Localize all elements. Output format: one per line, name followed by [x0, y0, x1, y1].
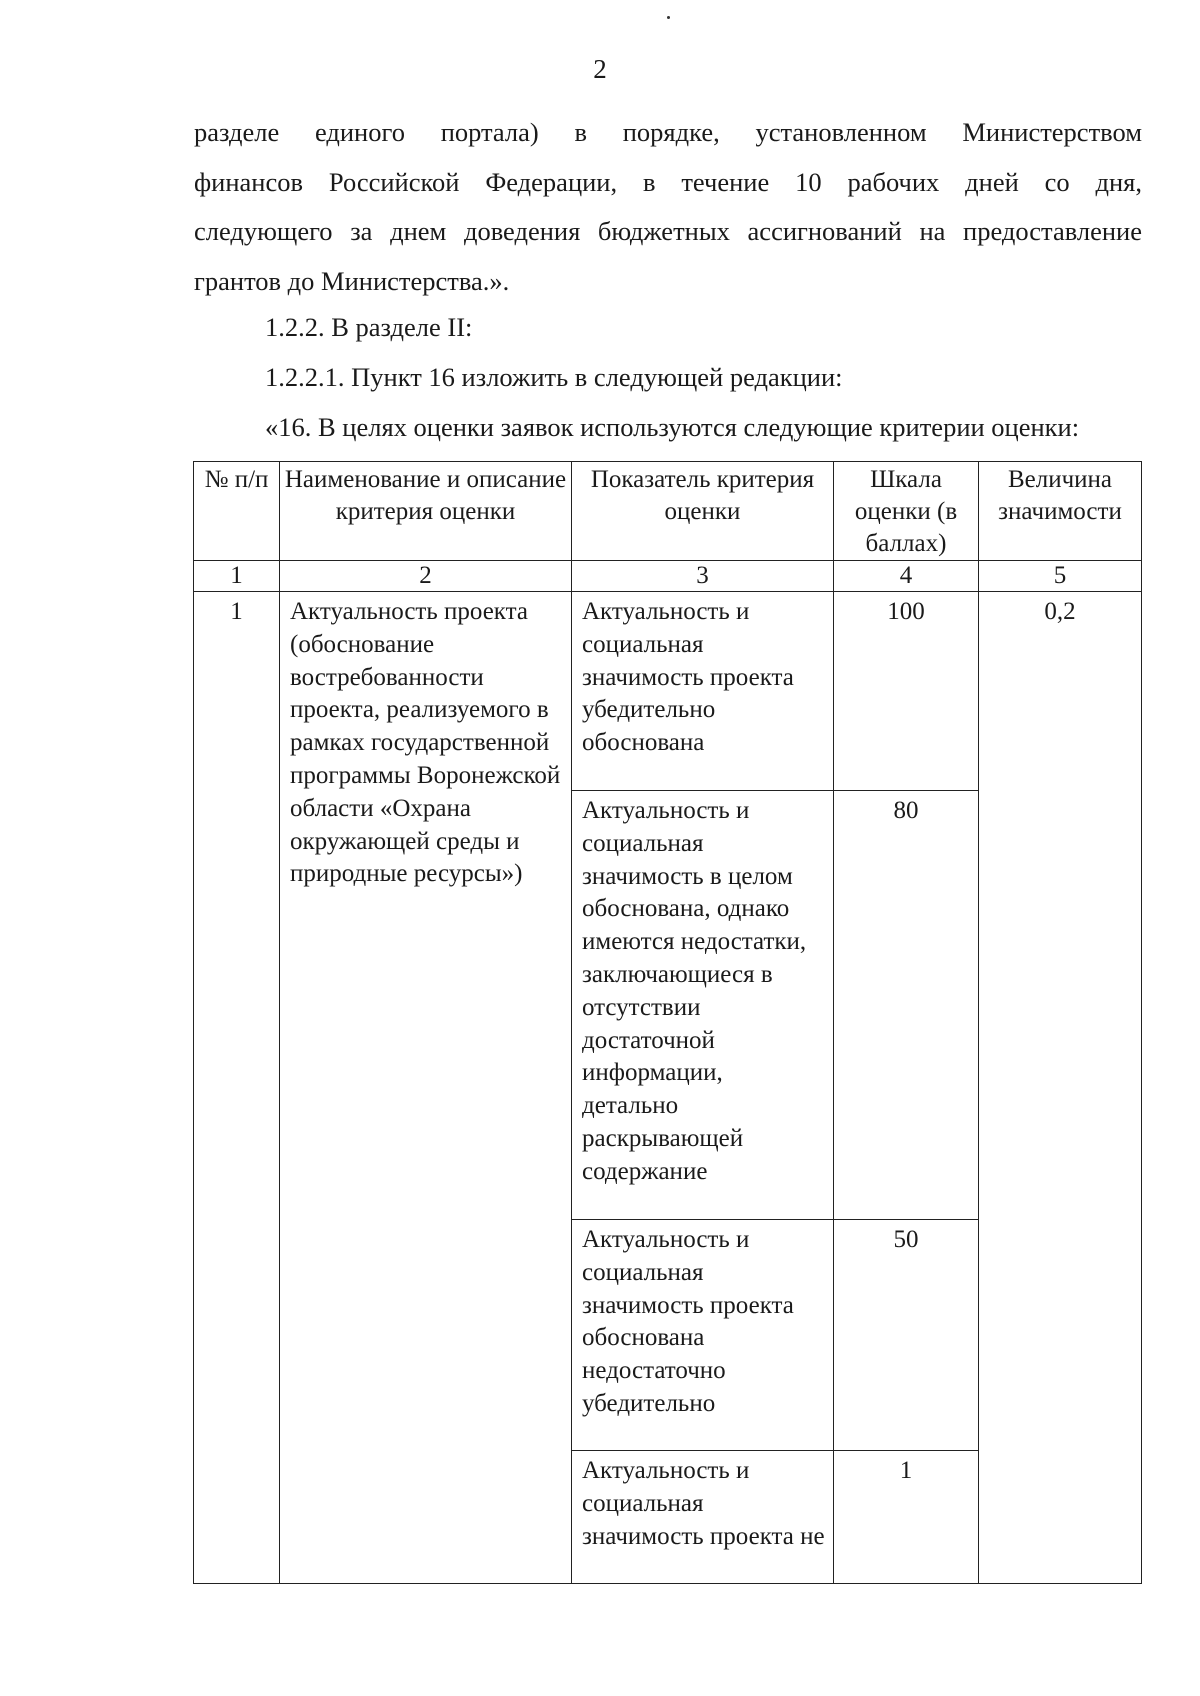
indicator-score: 1: [834, 1451, 979, 1584]
indicator-text: Актуальность и социальная значимость проекта обоснована недостаточно убедительно: [572, 1220, 834, 1451]
header-number: № п/п: [194, 462, 280, 561]
column-number: 5: [979, 561, 1142, 592]
column-number: 3: [572, 561, 834, 592]
indicator-score: 100: [834, 592, 979, 791]
column-number: 4: [834, 561, 979, 592]
indicator-score: 50: [834, 1220, 979, 1451]
paragraph-line: финансов Российской Федерации, в течение 10 рабочих дней со дня,: [194, 166, 1142, 197]
indicator-text: Актуальность и социальная значимость проекта не: [572, 1451, 834, 1584]
indicator-text: Актуальность и социальная значимость проекта убедительно обоснована: [572, 592, 834, 791]
table-header-row: [194, 462, 1142, 561]
criteria-table: [193, 461, 1142, 1584]
header-criterion: Наименование и описание критерия оценки: [280, 462, 572, 561]
scan-dot: [667, 16, 670, 19]
paragraph-line: разделе единого портала) в порядке, установленном Министерством: [194, 117, 1142, 147]
paragraph-line: следующего за днем доведения бюджетных ассигнований на предоставление: [194, 216, 1142, 246]
paragraph-continuation: [194, 108, 1142, 306]
header-weight: Величина значимости: [979, 462, 1142, 561]
indicator-text: Актуальность и социальная значимость в целом обоснована, однако имеются недостатки, заключающиеся в отсутствии достаточной информации, детально раскрывающей содержание: [572, 791, 834, 1220]
indicator-score: 80: [834, 791, 979, 1220]
header-indicator: Показатель критерия оценки: [572, 462, 834, 561]
weight-value: 0,2: [979, 592, 1142, 1584]
column-number-row: [194, 561, 1142, 592]
section-item-1-2-2-1: 1.2.2.1. Пункт 16 изложить в следующей редакции:: [265, 362, 843, 392]
table-row: [194, 592, 1142, 791]
page-number: 2: [593, 54, 607, 84]
section-item-1-2-2: 1.2.2. В разделе II:: [265, 312, 473, 342]
row-number: 1: [194, 592, 280, 1584]
item-16-intro: «16. В целях оценки заявок используются следующие критерии оценки:: [265, 412, 1080, 442]
column-number: 1: [194, 561, 280, 592]
header-scale: Шкала оценки (в баллах): [834, 462, 979, 561]
paragraph-line: грантов до Министерства.».: [194, 265, 510, 296]
column-number: 2: [280, 561, 572, 592]
criterion-description: Актуальность проекта (обоснование востребованности проекта, реализуемого в рамках государственной программы Воронежской области «Охрана окружающей среды и природные ресурсы»): [280, 592, 572, 1584]
